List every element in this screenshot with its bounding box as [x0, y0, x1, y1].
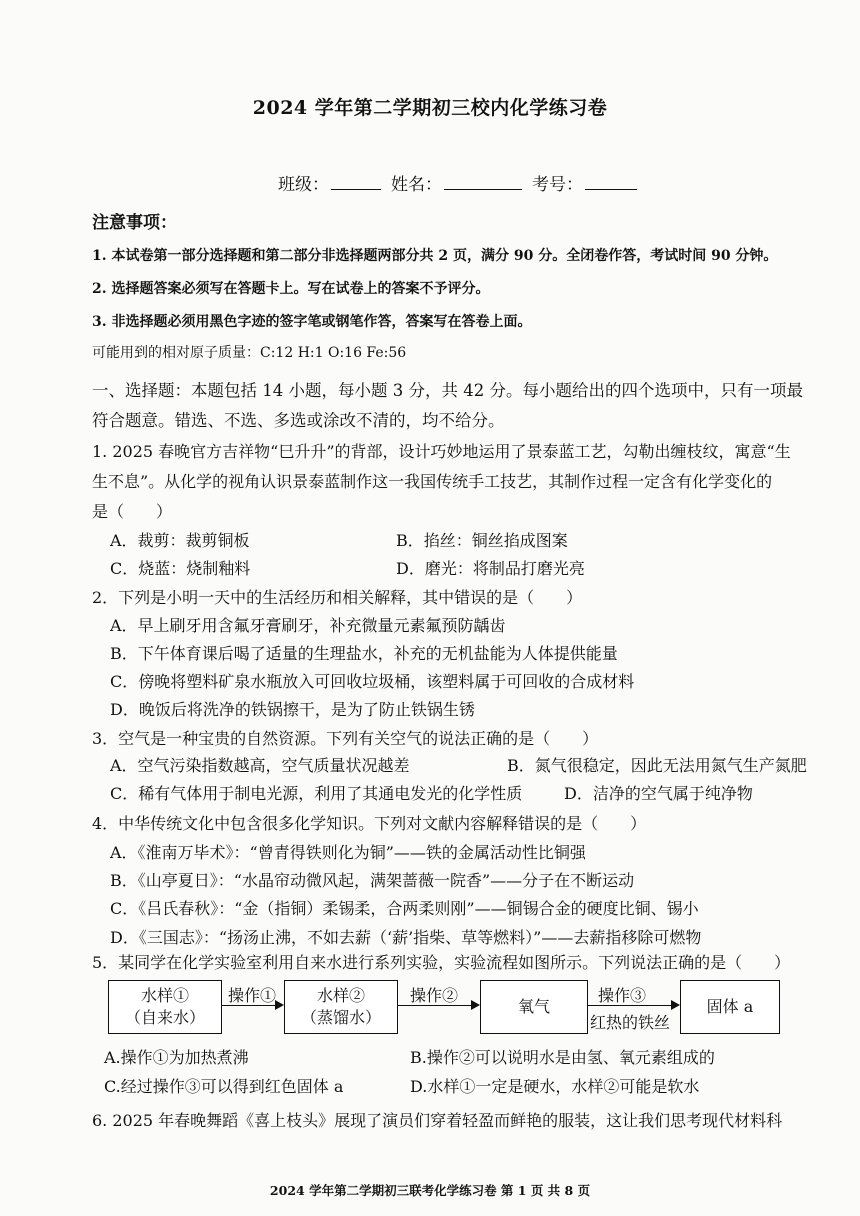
q5-option-c: C.经过操作③可以得到红色固体 a [104, 1077, 344, 1096]
q2-option-a: A．早上刷牙用含氟牙膏刷牙，补充微量元素氟预防龋齿 [110, 616, 506, 635]
q1-option-b: B．掐丝：铜丝掐成图案 [396, 531, 568, 550]
q4-option-b: B．《山亭夏日》：“水晶帘动微风起，满架蔷薇一院香”——分子在不断运动 [110, 871, 635, 890]
flow-box-1-line-1: 水样① [140, 985, 189, 1005]
notice-item-3: 3. 非选择题必须用黑色字迹的签字笔或钢笔作答，答案写在答卷上面。 [92, 314, 532, 330]
q5-option-a: A.操作①为加热煮沸 [104, 1048, 249, 1067]
q5-option-d: D.水样①一定是硬水，水样②可能是软水 [410, 1077, 700, 1096]
q1-stem-line-1: 1. 2025 春晚官方吉祥物“巳升升”的背部，设计巧妙地运用了景泰蓝工艺，勾勒出缠枝纹，寓意“生 [92, 442, 791, 461]
q1-option-d: D．磨光：将制品打磨光亮 [396, 559, 585, 578]
page-title: 2024 学年第二学期初三校内化学练习卷 [252, 97, 608, 119]
q3-option-d: D．洁净的空气属于纯净物 [564, 784, 753, 803]
q4-stem: 4．中华传统文化中包含很多化学知识。下列对文献内容解释错误的是（ ） [92, 814, 647, 833]
flow-arrow-3-label-top: 操作③ [598, 986, 647, 1005]
name-blank[interactable] [444, 173, 522, 190]
q3-option-c: C．稀有气体用于制电光源，利用了其通电发光的化学性质 [110, 784, 523, 803]
flow-arrow-3-label-bottom: 红热的铁丝 [590, 1013, 671, 1032]
q4-option-d: D．《三国志》：“扬汤止沸，不如去薪（‘薪’指柴、草等燃料）”——去薪指移除可燃物 [110, 928, 702, 947]
q1-stem-line-3: 是（ ） [92, 502, 173, 521]
q2-option-c: C．傍晚将塑料矿泉水瓶放入可回收垃圾桶，该塑料属于可回收的合成材料 [110, 672, 635, 691]
flow-arrow-2-label: 操作② [410, 986, 459, 1005]
q2-stem: 2．下列是小明一天中的生活经历和相关解释，其中错误的是（ ） [92, 588, 583, 607]
flow-arrow-1-label: 操作① [228, 986, 277, 1005]
q2-option-b: B．下午体育课后喝了适量的生理盐水，补充的无机盐能为人体提供能量 [110, 644, 618, 663]
flow-box-1-line-2: （自来水） [124, 1008, 205, 1027]
class-blank[interactable] [331, 173, 381, 190]
q4-option-a: A．《淮南万毕术》：“曾青得铁则化为铜”——铁的金属活动性比铜强 [110, 843, 586, 862]
q1-option-a: A．裁剪：裁剪铜板 [110, 531, 250, 550]
atomic-masses: 可能用到的相对原子质量：C:12 H:1 O:16 Fe:56 [92, 345, 407, 361]
name-label: 姓名： [391, 175, 442, 195]
class-label: 班级： [278, 175, 329, 195]
flow-box-distilled-water [284, 980, 398, 1034]
flow-box-solid-a [680, 980, 780, 1034]
section-1-line-2: 符合题意。错选、不选、多选或涂改不清的，均不给分。 [92, 411, 505, 430]
q2-option-d: D．晚饭后将洗净的铁锅擦干，是为了防止铁锅生锈 [110, 700, 475, 719]
q5-stem: 5．某同学在化学实验室利用自来水进行系列实验，实验流程如图所示。下列说法正确的是（ ） [92, 953, 791, 972]
notice-heading: 注意事项： [92, 213, 177, 233]
exam-no-blank[interactable] [585, 173, 637, 190]
flow-box-oxygen [480, 980, 588, 1034]
q3-option-b: B．氮气很稳定，因此无法用氮气生产氮肥 [507, 756, 807, 775]
flow-box-4-label: 固体 a [706, 996, 754, 1016]
q5-option-b: B.操作②可以说明水是由氢、氧元素组成的 [410, 1048, 715, 1067]
section-1-line-1: 一、选择题：本题包括 14 小题，每小题 3 分，共 42 分。每小题给出的四个选项中，只有一项最 [92, 381, 803, 400]
flow-box-3-label: 氧气 [517, 996, 550, 1016]
notice-item-2: 2. 选择题答案必须写在答题卡上。写在试卷上的答案不予评分。 [92, 281, 490, 297]
q1-option-c: C．烧蓝：烧制釉料 [110, 559, 251, 578]
notice-item-1: 1. 本试卷第一部分选择题和第二部分非选择题两部分共 2 页，满分 90 分。全闭卷作答，考试时间 90 分钟。 [92, 248, 778, 264]
flow-box-2-line-2: （蒸馏水） [300, 1008, 381, 1027]
exam-no-label: 考号： [532, 175, 583, 195]
q6-stem-line-1: 6. 2025 年春晚舞蹈《喜上枝头》展现了演员们穿着轻盈而鲜艳的服装，这让我们思考现代材料科 [92, 1111, 783, 1130]
flow-box-tap-water [108, 980, 222, 1034]
page-footer: 2024 学年第二学期初三联考化学练习卷 第 1 页 共 8 页 [269, 1183, 591, 1198]
q3-option-a: A．空气污染指数越高，空气质量状况越差 [110, 756, 410, 775]
q3-stem: 3．空气是一种宝贵的自然资源。下列有关空气的说法正确的是（ ） [92, 729, 599, 748]
q4-option-c: C．《吕氏春秋》：“金（指铜）柔锡柔，合两柔则刚”——铜锡合金的硬度比铜、锡小 [110, 899, 699, 918]
student-info-row [278, 170, 647, 195]
q1-stem-line-2: 生不息”。从化学的视角认识景泰蓝制作这一我国传统手工技艺，其制作过程一定含有化学变化的 [92, 472, 773, 491]
flow-box-2-line-1: 水样② [316, 985, 365, 1005]
